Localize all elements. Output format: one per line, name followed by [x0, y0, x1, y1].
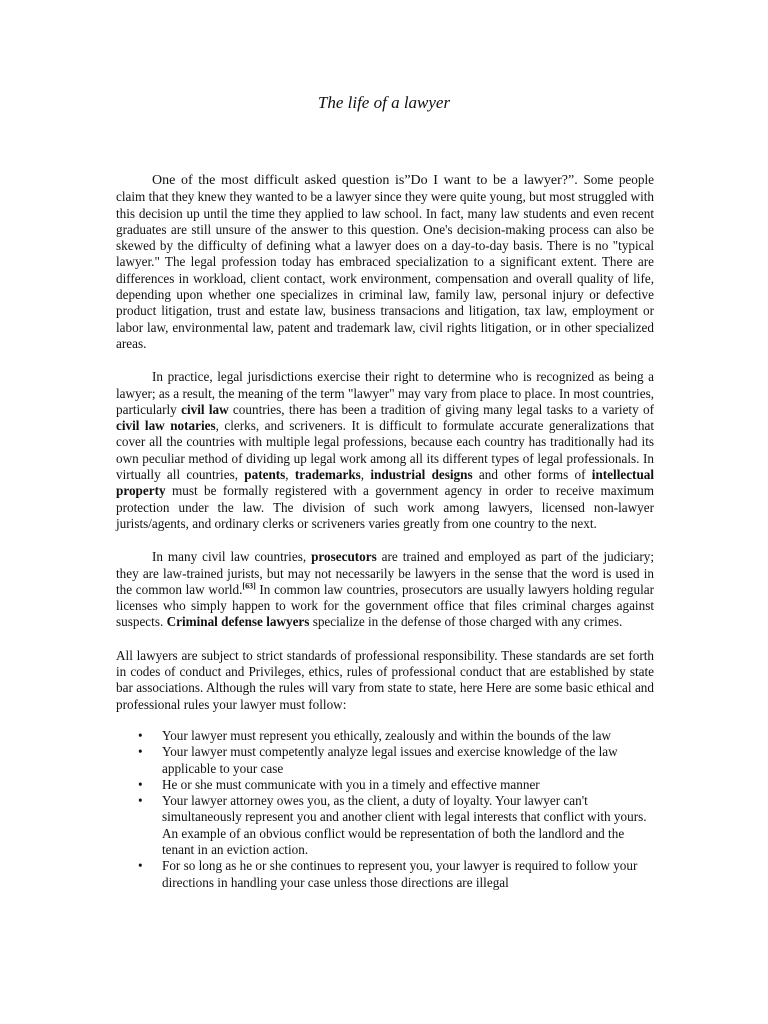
- paragraph-standards: All lawyers are subject to strict standards of professional responsibility. These standards are set forth in codes of conduct and Privileges, ethics, rules of professional conduct that are established by state bar associations. Although the rules will vary from state to state, here Here are some basic ethical and professional rules your lawyer must follow:: [116, 647, 654, 712]
- paragraph-text: In many civil law countries,: [152, 549, 312, 565]
- list-item: [116, 793, 654, 858]
- bullet-icon: •: [138, 858, 143, 874]
- bold-term: trademarks: [294, 467, 361, 483]
- list-item-text: Your lawyer must competently analyze legal issues and exercise knowledge of the law applicable to your case: [162, 744, 618, 776]
- list-item: [116, 858, 654, 891]
- bullet-icon: •: [138, 776, 143, 792]
- intro-lead-text: One of the most difficult asked question is”Do I want to be a lawyer?”.: [152, 173, 584, 188]
- bold-term: intellectual property: [116, 467, 655, 499]
- bullet-icon: •: [138, 727, 143, 743]
- document-title: The life of a lawyer: [317, 93, 451, 112]
- bold-term: industrial designs: [370, 467, 473, 483]
- list-item-text: For so long as he or she continues to represent you, your lawyer is required to follow your directions in handling your case unless those directions are illegal: [162, 858, 638, 890]
- bold-term: civil law: [181, 401, 229, 417]
- paragraph-text: In common law countries, prosecutors are usually lawyers holding regular licenses who simply happen to work for the government office that files criminal charges against suspects.: [116, 581, 654, 630]
- paragraph-prosecutors: [116, 549, 654, 630]
- list-item-text: Your lawyer must represent you ethically, zealously and within the bounds of the law: [162, 727, 612, 743]
- paragraph-text: specialize in the defense of those charged with any crimes.: [309, 614, 623, 630]
- list-item: [116, 777, 654, 793]
- bold-term: patents: [244, 467, 286, 483]
- list-item: [116, 728, 654, 744]
- paragraph-text: ,: [285, 467, 295, 483]
- paragraph-text: countries, there has been a tradition of giving many legal tasks to a variety of: [228, 401, 654, 417]
- bold-term: prosecutors: [311, 549, 377, 565]
- intro-text: Some people claim that they knew they wanted to be a lawyer since they were quite young, but most struggled with this decision up until the time they applied to law school. In fact, many law students and even recent graduates are still unsure of the answer to this question. One's decision-making process can also be skewed by the difficulty of defining what a lawyer does on a day-to-day basis. There is no "typical lawyer." The legal profession today has embraced specialization to a significant extent. There are differences in workload, client contact, work environment, compensation and overall quality of life, depending upon whether one specializes in criminal law, family law, personal injury or defective product litigation, trust and estate law, business transacions and litigation, tax law, employment or labor law, environmental law, patent and trademark law, civil rights litigation, or in other specialized areas.: [116, 172, 654, 351]
- list-item: [116, 744, 654, 777]
- paragraph-text: and other forms of: [472, 467, 592, 483]
- rules-list: [116, 728, 654, 891]
- document-body: [116, 172, 654, 891]
- paragraph-text: must be formally registered with a government agency in order to receive maximum protection under the law. The division of such work among lawyers, licensed non-lawyer jurists/agents, and ordinary clerks or scriveners varies greatly from one country to the next.: [116, 483, 654, 531]
- paragraph-jurisdictions: [116, 369, 654, 532]
- list-item-text: Your lawyer attorney owes you, as the client, a duty of loyalty. Your lawyer can't simultaneously represent you and another client with legal interests that conflict with yours. An example of an obvious conflict would be representation of both the landlord and the tenant in an eviction action.: [162, 793, 647, 857]
- bullet-icon: •: [138, 793, 143, 809]
- bold-term: civil law notaries: [116, 418, 216, 434]
- paragraph-text: ,: [360, 467, 371, 483]
- citation-footnote: [63]: [242, 581, 256, 591]
- paragraph-text: are trained and employed as part of the judiciary; they are law-trained jurists, but may not necessarily be lawyers in the sense that the word is used in the common law world.: [116, 549, 655, 597]
- paragraph-intro: [116, 172, 654, 352]
- paragraph-text: , clerks, and scriveners. It is difficult to formulate accurate generalizations that cover all the countries with multiple legal professions, because each country has traditionally had its own peculiar method of dividing up legal work among all its different types of legal professionals. In virtually all countries,: [116, 418, 654, 483]
- bullet-icon: •: [138, 744, 143, 760]
- list-item-text: He or she must communicate with you in a timely and effective manner: [162, 776, 540, 792]
- paragraph-text: In practice, legal jurisdictions exercise their right to determine who is recognized as being a lawyer; as a result, the meaning of the term "lawyer" may vary from place to place. In most countries, particularly: [116, 369, 654, 417]
- bold-term: Criminal defense lawyers: [166, 614, 310, 630]
